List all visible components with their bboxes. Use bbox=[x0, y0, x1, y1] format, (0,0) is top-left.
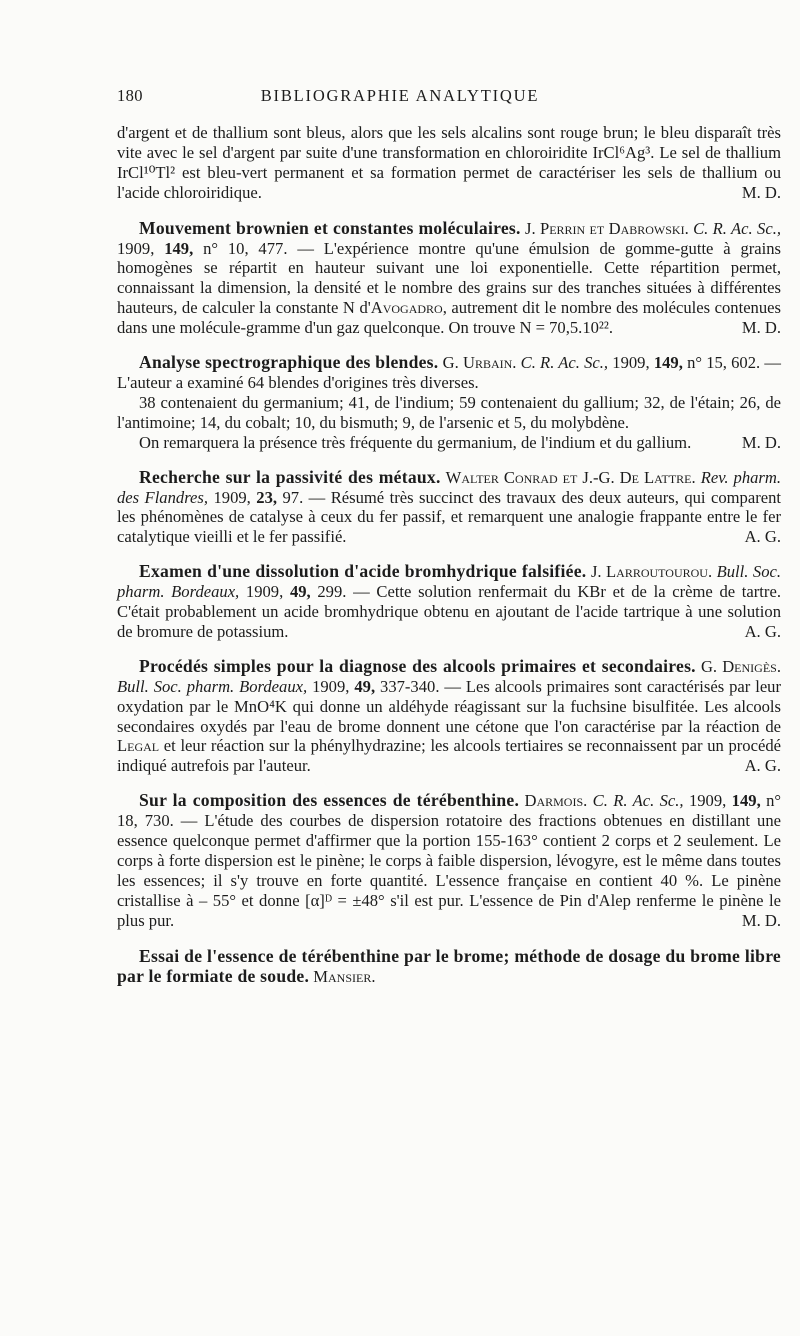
entry-author: Mansier. bbox=[313, 966, 376, 986]
entry-title: Examen d'une dissolution d'acide bromhydrique falsifiée. bbox=[139, 561, 587, 582]
entry-signature: A. G. bbox=[744, 621, 781, 641]
entry-author: Walter Conrad et J.-G. De Lattre. bbox=[445, 467, 696, 487]
entry-text-continued: , autrement dit le nombre des molécules contenues dans une molécule-gramme d'un gaz quelconque. On trouve N = 70,5.10²². bbox=[117, 298, 781, 338]
entry-pages: n° 10, 477. bbox=[203, 238, 288, 258]
entry-title: Recherche sur la passivité des métaux. bbox=[139, 466, 441, 487]
abstract-entry bbox=[117, 353, 781, 393]
entry-volume: 49, bbox=[289, 582, 311, 602]
entry-journal: C. R. Ac. Sc., bbox=[520, 353, 609, 373]
entry-year: 1909, bbox=[117, 238, 155, 258]
entry-title: Procédés simples pour la diagnose des alcools primaires et secondaires. bbox=[139, 655, 696, 676]
entry-author: Darmois. bbox=[524, 791, 588, 811]
entry-text: — L'auteur a examiné 64 blendes d'origines très diverses. bbox=[117, 353, 781, 392]
entry-title: Essai de l'essence de térébenthine par le brome; méthode de dosage du brome libre par le formiate de soude. bbox=[117, 945, 781, 986]
continued-abstract bbox=[117, 123, 781, 203]
entry-text: — Cette solution renfermait du KBr et de la crème de tartre. C'était probablement un acide bromhydrique obtenu en ajoutant de l'acide tartrique à une solution de bromure de potassium. bbox=[117, 582, 781, 641]
entry-journal: Rev. pharm. des Flandres, bbox=[117, 467, 782, 507]
entry-year: 1909, bbox=[688, 791, 727, 811]
entry-text: — L'expérience montre qu'une émulsion de gomme-gutte à grains homogènes se répartit en hauteur suivant une loi exponentielle. Cette répartition permet, connaissant la dimension, la densité et le nombre des grains sur des tranches situées à différentes hauteurs, de calculer la constante N d' bbox=[117, 238, 782, 318]
abstract-entry bbox=[117, 791, 781, 930]
entry-volume: 149, bbox=[164, 238, 194, 258]
entry-author: J. Larroutourou. bbox=[590, 562, 713, 582]
entry-pages: 337-340. bbox=[380, 676, 440, 696]
abstract-entry bbox=[117, 657, 781, 776]
entry-text-continued: et leur réaction sur la phénylhydrazine; les alcools tertiaires se reconnaissent par un procédé indiqué autrefois par l'auteur. bbox=[117, 736, 781, 776]
entry-volume: 149, bbox=[731, 791, 761, 811]
entry-person-name: Avogadro bbox=[370, 298, 443, 318]
entry-text: — Les alcools primaires sont caractérisés par leur oxydation par le MnO⁴K qui donne un aldéhyde réagissant sur la fuchsine bisulfitée. Les alcools secondaires oxydés par l'eau de brome donnent une cétone que l'on caractérise par la réaction de bbox=[117, 676, 782, 736]
entry-pages: n° 15, 602. bbox=[687, 353, 761, 373]
entry-author: G. Urbain. bbox=[442, 353, 517, 373]
entry-pages: n° 18, 730. bbox=[117, 791, 782, 831]
abstract-text: d'argent et de thallium sont bleus, alors que les sels alcalins sont rouge brun; le bleu disparaît très vite avec le sel d'argent par suite d'une transformation en chloroiridite IrCl⁶Ag³. Le sel de thallium IrCl¹⁰Tl² est bleu-vert permanent et sa formation permet de caractériser les sels de thallium ou l'acide chloroiridique. bbox=[117, 123, 781, 202]
page-number: 180 bbox=[117, 86, 143, 105]
entry-journal: C. R. Ac. Sc., bbox=[592, 791, 684, 811]
entry-year: 1909, bbox=[213, 487, 251, 507]
entry-paragraph: 38 contenaient du germanium; 41, de l'indium; 59 contenaient du gallium; 32, de l'étain; 26, de l'antimoine; 14, du cobalt; 10, du bismuth; 9, de l'arsenic et 5, du molybdène. bbox=[117, 392, 781, 432]
page-body bbox=[117, 123, 781, 986]
entry-volume: 49, bbox=[354, 676, 376, 696]
entry-journal: Bull. Soc. pharm. Bordeaux, bbox=[117, 676, 308, 696]
abstract-entry bbox=[117, 219, 781, 338]
entry-signature: A. G. bbox=[744, 527, 781, 547]
entry-paragraph-text: On remarquera la présence très fréquente du germanium, de l'indium et du gallium. bbox=[139, 432, 692, 452]
running-title: BIBLIOGRAPHIE ANALYTIQUE bbox=[260, 86, 540, 105]
entry-title: Sur la composition des essences de térébenthine. bbox=[139, 790, 520, 811]
entry-journal: C. R. Ac. Sc., bbox=[693, 218, 781, 238]
entry-volume: 23, bbox=[256, 487, 278, 507]
entry-year: 1909, bbox=[612, 353, 650, 373]
entry-signature: M. D. bbox=[741, 910, 781, 930]
entry-text: — L'étude des courbes de dispersion rotatoire des fractions obtenues en distillant une essence quelconque permet d'affirmer que la portion 155-163° contient 2 corps et 2 seulement. Le corps à forte dispersion est le pinène; le corps à faible dispersion, lévogyre, est le même dans toutes les essences; il s'y trouve en forte quantité. L'essence française en contient 40 %. Le pinène cristallise à – 55° et donne [α]ᴰ = ±48° s'il est pur. L'essence de Pin d'Alep renferme le pinène le plus pur. bbox=[117, 811, 781, 930]
entry-year: 1909, bbox=[245, 582, 284, 602]
entry-volume: 149, bbox=[653, 353, 683, 373]
entry-title: Mouvement brownien et constantes moléculaires. bbox=[139, 217, 521, 238]
entry-author: G. Denigès. bbox=[700, 656, 781, 676]
entry-text: — Résumé très succinct des travaux des deux auteurs, qui comparent les phénomènes de catalyse à ceux du fer passif, et remarquent une analogie frappante entre le fer catalytique vieilli et le fer passifié. bbox=[117, 487, 782, 547]
entry-pages: 97. bbox=[282, 487, 304, 507]
entry-journal: Bull. Soc. pharm. Bordeaux, bbox=[117, 562, 782, 602]
entry-signature: M. D. bbox=[741, 318, 781, 338]
entry-pages: 299. bbox=[317, 582, 347, 602]
page-header bbox=[117, 86, 683, 110]
abstract-entry bbox=[117, 947, 781, 987]
entry-person-name: Legal bbox=[117, 736, 160, 756]
entry-year: 1909, bbox=[312, 676, 350, 696]
entry-signature: M. D. bbox=[741, 432, 781, 452]
entry-title: Analyse spectrographique des blendes. bbox=[139, 352, 439, 373]
entry-author: J. Perrin et Dabrowski. bbox=[525, 218, 689, 238]
entry-paragraph bbox=[117, 433, 781, 453]
abstract-signature: M. D. bbox=[741, 182, 781, 202]
entry-signature: A. G. bbox=[744, 756, 781, 776]
abstract-entry bbox=[117, 562, 781, 642]
abstract-entry bbox=[117, 468, 781, 548]
